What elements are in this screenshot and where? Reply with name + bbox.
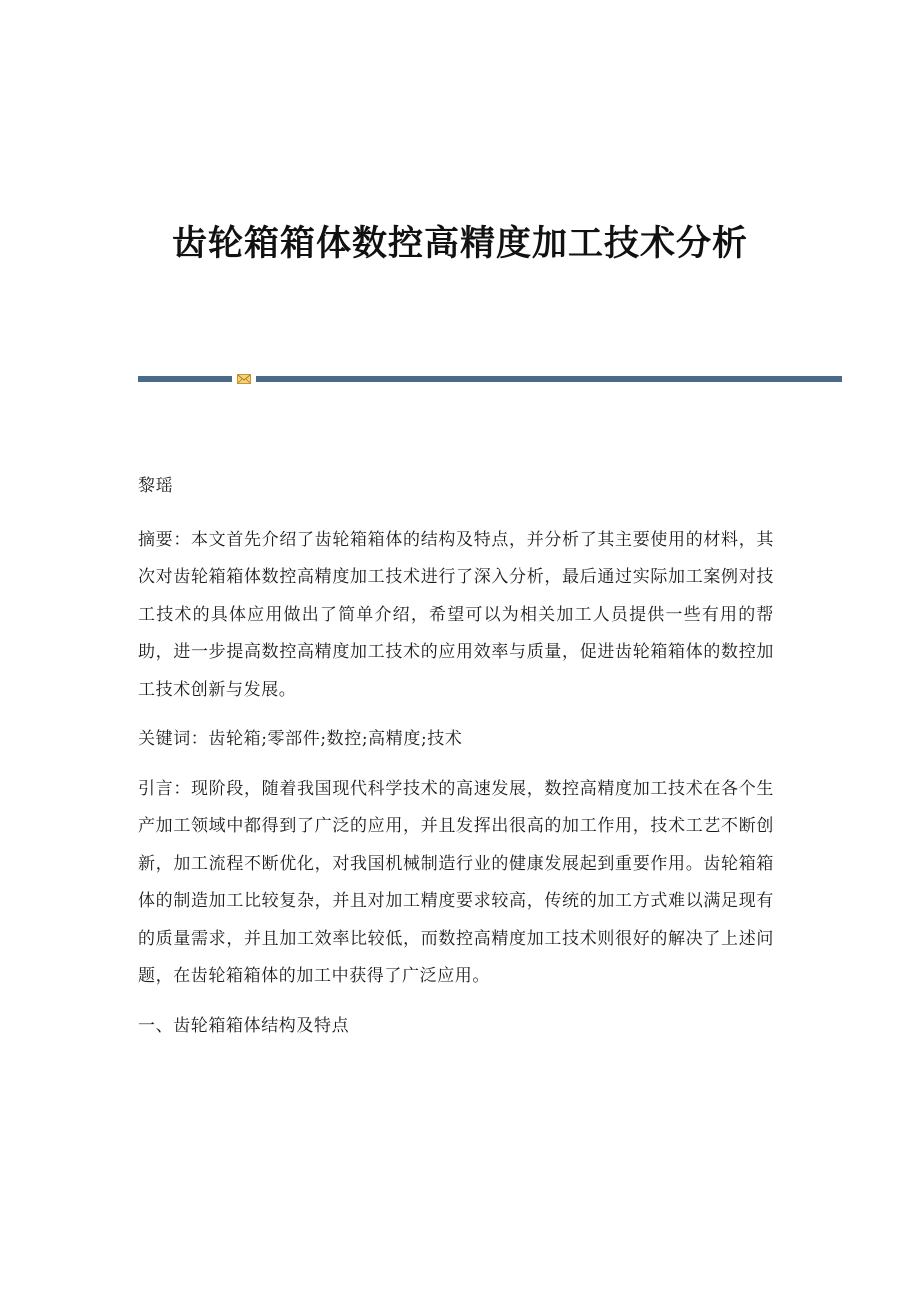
title-divider [138, 374, 842, 384]
divider-bar-left [138, 376, 232, 382]
abstract-paragraph: 摘要：本文首先介绍了齿轮箱箱体的结构及特点，并分析了其主要使用的材料，其次对齿轮箱箱体数控高精度加工技术进行了深入分析，最后通过实际加工案例对技工技术的具体应用做出了简单介绍，希望可以为相关加工人员提供一些有用的帮助，进一步提高数控高精度加工技术的应用效率与质量，促进齿轮箱箱体的数控加工技术创新与发展。 [138, 529, 774, 700]
author-name: 黎瑶 [138, 476, 174, 496]
section-heading: 一、齿轮箱箱体结构及特点 [138, 1015, 350, 1036]
document-body [138, 468, 774, 1057]
introduction-paragraph: 引言：现阶段，随着我国现代科学技术的高速发展，数控高精度加工技术在各个生产加工领域中都得到了广泛的应用，并且发挥出很高的加工作用，技术工艺不断创新，加工流程不断优化，对我国机械制造行业的健康发展起到重要作用。齿轮箱箱体的制造加工比较复杂，并且对加工精度要求较高，传统的加工方式难以满足现有的质量需求，并且加工效率比较低，而数控高精度加工技术则很好的解决了上述问题，在齿轮箱箱体的加工中获得了广泛应用。 [138, 778, 774, 986]
divider-emblem-icon [237, 374, 251, 384]
document-title: 齿轮箱箱体数控高精度加工技术分析 [171, 224, 748, 264]
divider-bar-right [256, 376, 842, 382]
keywords-line: 关键词：齿轮箱;零部件;数控;高精度;技术 [138, 729, 463, 749]
